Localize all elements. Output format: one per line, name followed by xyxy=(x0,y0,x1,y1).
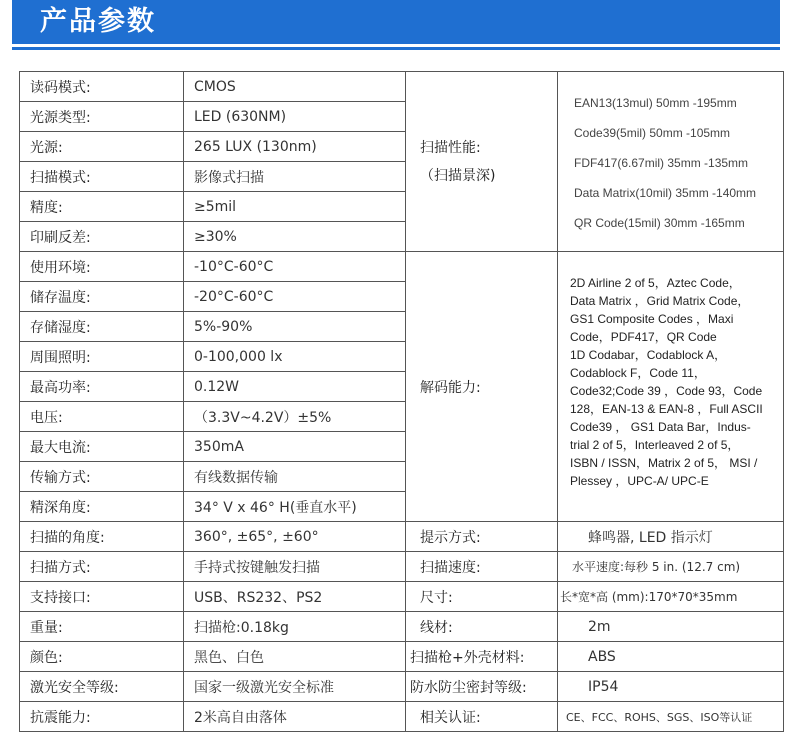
list-item: Data Matrix(10mil) 35mm -140mm xyxy=(574,185,757,200)
table-row xyxy=(20,552,784,582)
spec-value: USB、RS232、PS2 xyxy=(184,582,406,612)
spec-value: 0.12W xyxy=(184,372,406,402)
table-row xyxy=(20,522,784,552)
spec-value: 有线数据传输 xyxy=(184,462,406,492)
spec-label: 使用环境: xyxy=(20,252,184,282)
table-row xyxy=(20,582,784,612)
spec-value: CMOS xyxy=(184,72,406,102)
spec-value: 5%-90% xyxy=(184,312,406,342)
spec-value: 360°, ±65°, ±60° xyxy=(184,522,406,552)
spec-label: 传输方式: xyxy=(20,462,184,492)
spec-value: LED (630NM) xyxy=(184,102,406,132)
scan-performance-subtitle: （扫描景深) xyxy=(420,167,496,184)
spec-value: 影像式扫描 xyxy=(184,162,406,192)
spec-label: 存储湿度: xyxy=(20,312,184,342)
spec-label: 光源: xyxy=(20,132,184,162)
scan-performance-values xyxy=(558,72,784,252)
spec-label: 相关认证: xyxy=(406,702,558,732)
list-item: ISBN / ISSN，Matrix 2 of 5， MSI / xyxy=(570,456,758,470)
spec-value: 265 LUX (130nm) xyxy=(184,132,406,162)
table-row xyxy=(20,702,784,732)
spec-label: 抗震能力: xyxy=(20,702,184,732)
spec-label: 提示方式: xyxy=(406,522,558,552)
header-underline xyxy=(12,47,780,50)
spec-table xyxy=(19,71,784,732)
spec-value: -20°C-60°C xyxy=(184,282,406,312)
spec-value: CE、FCC、ROHS、SGS、ISO等认证 xyxy=(558,702,784,732)
spec-label: 尺寸: xyxy=(406,582,558,612)
spec-value: 2m xyxy=(558,612,784,642)
spec-label: 防水防尘密封等级: xyxy=(406,672,558,702)
list-item: 1D Codabar，Codablock A， xyxy=(570,348,727,362)
table-row xyxy=(20,672,784,702)
spec-value: 水平速度:每秒 5 in. (12.7 cm) xyxy=(558,552,784,582)
spec-value: 蜂鸣器, LED 指示灯 xyxy=(558,522,784,552)
list-item: Code32;Code 39 ，Code 93，Code xyxy=(570,384,763,398)
list-item: 2D Airline 2 of 5，Aztec Code， xyxy=(570,276,741,290)
spec-label: 印刷反差: xyxy=(20,222,184,252)
spec-value: 手持式按键触发扫描 xyxy=(184,552,406,582)
spec-value: ≥5mil xyxy=(184,192,406,222)
spec-value: 扫描枪:0.18kg xyxy=(184,612,406,642)
spec-label: 激光安全等级: xyxy=(20,672,184,702)
spec-label: 周围照明: xyxy=(20,342,184,372)
spec-label: 扫描方式: xyxy=(20,552,184,582)
list-item: Code39 ， GS1 Data Bar，Indus- xyxy=(570,420,751,434)
spec-value: （3.3V~4.2V）±5% xyxy=(184,402,406,432)
list-item: Data Matrix ，Grid Matrix Code， xyxy=(570,294,750,308)
list-item: Plessey ，UPC-A/ UPC-E xyxy=(570,474,709,488)
spec-value: -10°C-60°C xyxy=(184,252,406,282)
list-item: Code39(5mil) 50mm -105mm xyxy=(574,125,731,140)
spec-value: 黑色、白色 xyxy=(184,642,406,672)
spec-label: 光源类型: xyxy=(20,102,184,132)
decode-label: 解码能力: xyxy=(406,252,558,522)
list-item: QR Code(15mil) 30mm -165mm xyxy=(574,215,745,230)
table-row xyxy=(20,612,784,642)
scan-performance-label xyxy=(406,72,558,252)
spec-label: 支持接口: xyxy=(20,582,184,612)
spec-value: 国家一级激光安全标准 xyxy=(184,672,406,702)
list-item: GS1 Composite Codes ，Maxi xyxy=(570,312,734,326)
scan-performance-title: 扫描性能: xyxy=(420,139,481,156)
decode-values xyxy=(558,252,784,522)
spec-label: 精深角度: xyxy=(20,492,184,522)
list-item: trial 2 of 5，Interleaved 2 of 5， xyxy=(570,438,740,452)
spec-label: 最高功率: xyxy=(20,372,184,402)
spec-label: 扫描枪+外壳材料: xyxy=(406,642,558,672)
list-item: Code，PDF417，QR Code xyxy=(570,330,717,344)
page-title: 产品参数 xyxy=(40,6,156,37)
spec-value: 34° V x 46° H(垂直水平) xyxy=(184,492,406,522)
spec-value: 0-100,000 lx xyxy=(184,342,406,372)
spec-value: IP54 xyxy=(558,672,784,702)
list-item: Codablock F，Code 11， xyxy=(570,366,706,380)
table-row xyxy=(20,252,784,282)
table-row xyxy=(20,72,784,102)
list-item: 128，EAN-13 & EAN-8 ，Full ASCII xyxy=(570,402,763,416)
spec-value: 2米高自由落体 xyxy=(184,702,406,732)
spec-label: 最大电流: xyxy=(20,432,184,462)
spec-label: 重量: xyxy=(20,612,184,642)
spec-label: 颜色: xyxy=(20,642,184,672)
list-item: FDF417(6.67mil) 35mm -135mm xyxy=(574,155,749,170)
spec-label: 扫描模式: xyxy=(20,162,184,192)
spec-label: 扫描速度: xyxy=(406,552,558,582)
spec-label: 读码模式: xyxy=(20,72,184,102)
spec-value: ABS xyxy=(558,642,784,672)
section-header xyxy=(12,0,780,56)
spec-value: 长*宽*高 (mm):170*70*35mm xyxy=(558,582,784,612)
list-item: EAN13(13mul) 50mm -195mm xyxy=(574,95,737,110)
spec-label: 扫描的角度: xyxy=(20,522,184,552)
spec-label: 精度: xyxy=(20,192,184,222)
spec-label: 电压: xyxy=(20,402,184,432)
spec-label: 线材: xyxy=(406,612,558,642)
table-row xyxy=(20,642,784,672)
spec-label: 储存温度: xyxy=(20,282,184,312)
spec-value: ≥30% xyxy=(184,222,406,252)
spec-value: 350mA xyxy=(184,432,406,462)
